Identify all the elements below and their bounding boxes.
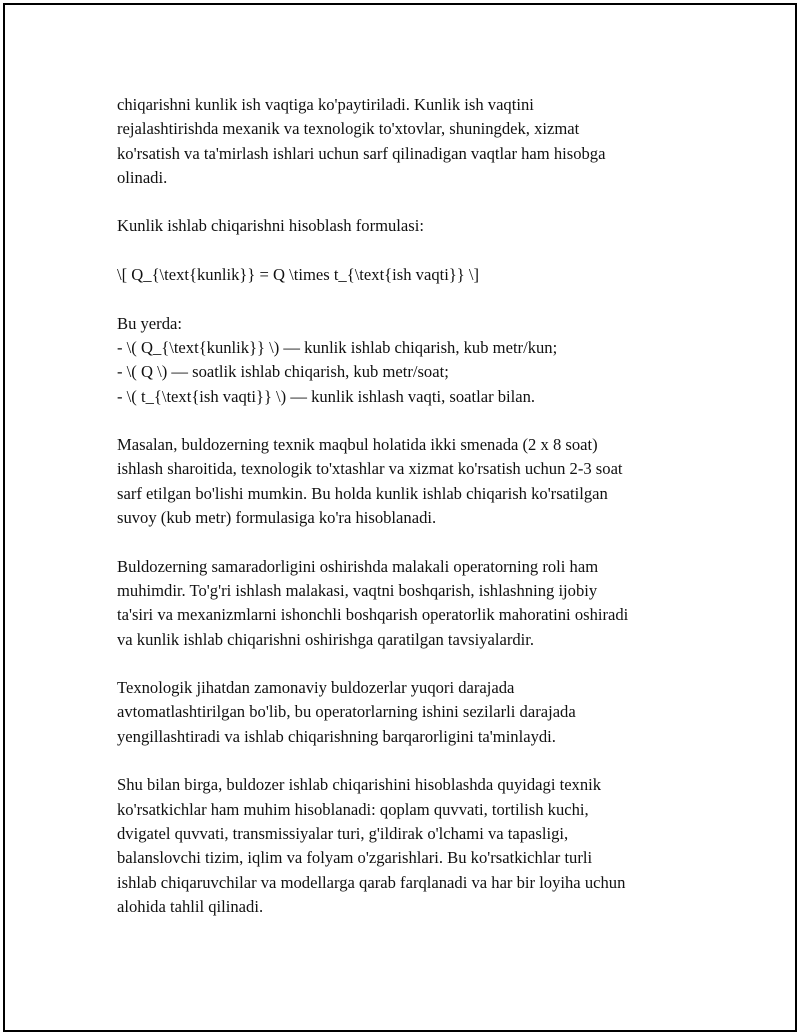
paragraph-modern-bulldozers: Texnologik jihatdan zamonaviy buldozerlar yuqori darajada avtomatlashtirilgan bo'lib, bu operatorlarning ishini sezilarli darajada yengillashtiradi va ishlab chiqarishning barqarorligini ta'minlaydi.: [117, 678, 576, 746]
paragraph-definitions: Bu yerda: - \( Q_{\text{kunlik}} \) — kunlik ishlab chiqarish, kub metr/kun; - \( Q \) — soatlik ishlab chiqarish, kub metr/soat; - \( t_{\text{ish vaqti}} \) — kunlik ishlash vaqti, soatlar bilan.: [117, 313, 558, 406]
paragraph-example: Masalan, buldozerning texnik maqbul holatida ikki smenada (2 x 8 soat) ishlash sharoitida, texnologik to'xtashlar va xizmat ko'rsatish uchun 2-3 soat sarf etilgan bo'lishi mumkin. Bu holda kunlik ishlab chiqarish ko'rsatilgan suvoy (kub metr) formulasiga ko'ra hisoblanadi.: [117, 435, 623, 528]
paragraph-operator-role: Buldozerning samaradorligini oshirishda malakali operatorning roli ham muhimdir. To'g'ri ishlash malakasi, vaqtni boshqarish, ishlashning ijobiy ta'siri va mexanizmlarni ishonchli boshqarish operatorlik mahoratini oshiradi va kunlik ishlab chiqarishni oshirishga qaratilgan tavsiyalardir.: [117, 556, 629, 649]
formula-line: \[ Q_{\text{kunlik}} = Q \times t_{\text{ish vaqti}} \]: [117, 265, 480, 285]
paragraph-continuation: chiqarishni kunlik ish vaqtiga ko'paytiriladi. Kunlik ish vaqtini rejalashtirishda mexanik va texnologik to'xtovlar, shuningdek, xizmat ko'rsatish va ta'mirlash ishlari uchun sarf qilinadigan vaqtlar ham hisobga olinadi.: [117, 95, 606, 187]
paragraph-technical-indicators: Shu bilan birga, buldozer ishlab chiqarishini hisoblashda quyidagi texnik ko'rsatkichlar ham muhim hisoblanadi: qoplam quvvati, tortilish kuchi, dvigatel quvvati, transmissiyalar turi, g'ildirak o'lchami va tapasligi, balanslovchi tizim, iqlim va folyam o'zgarishlari. Bu ko'rsatkichlar turli ishlab chiqaruvchilar va modellarga qarab farqlanadi va har bir loyiha uchun alohida tahlil qilinadi.: [117, 775, 626, 916]
paragraph-formula-intro: Kunlik ishlab chiqarishni hisoblash formulasi:: [117, 216, 424, 236]
document-body: [117, 93, 717, 919]
